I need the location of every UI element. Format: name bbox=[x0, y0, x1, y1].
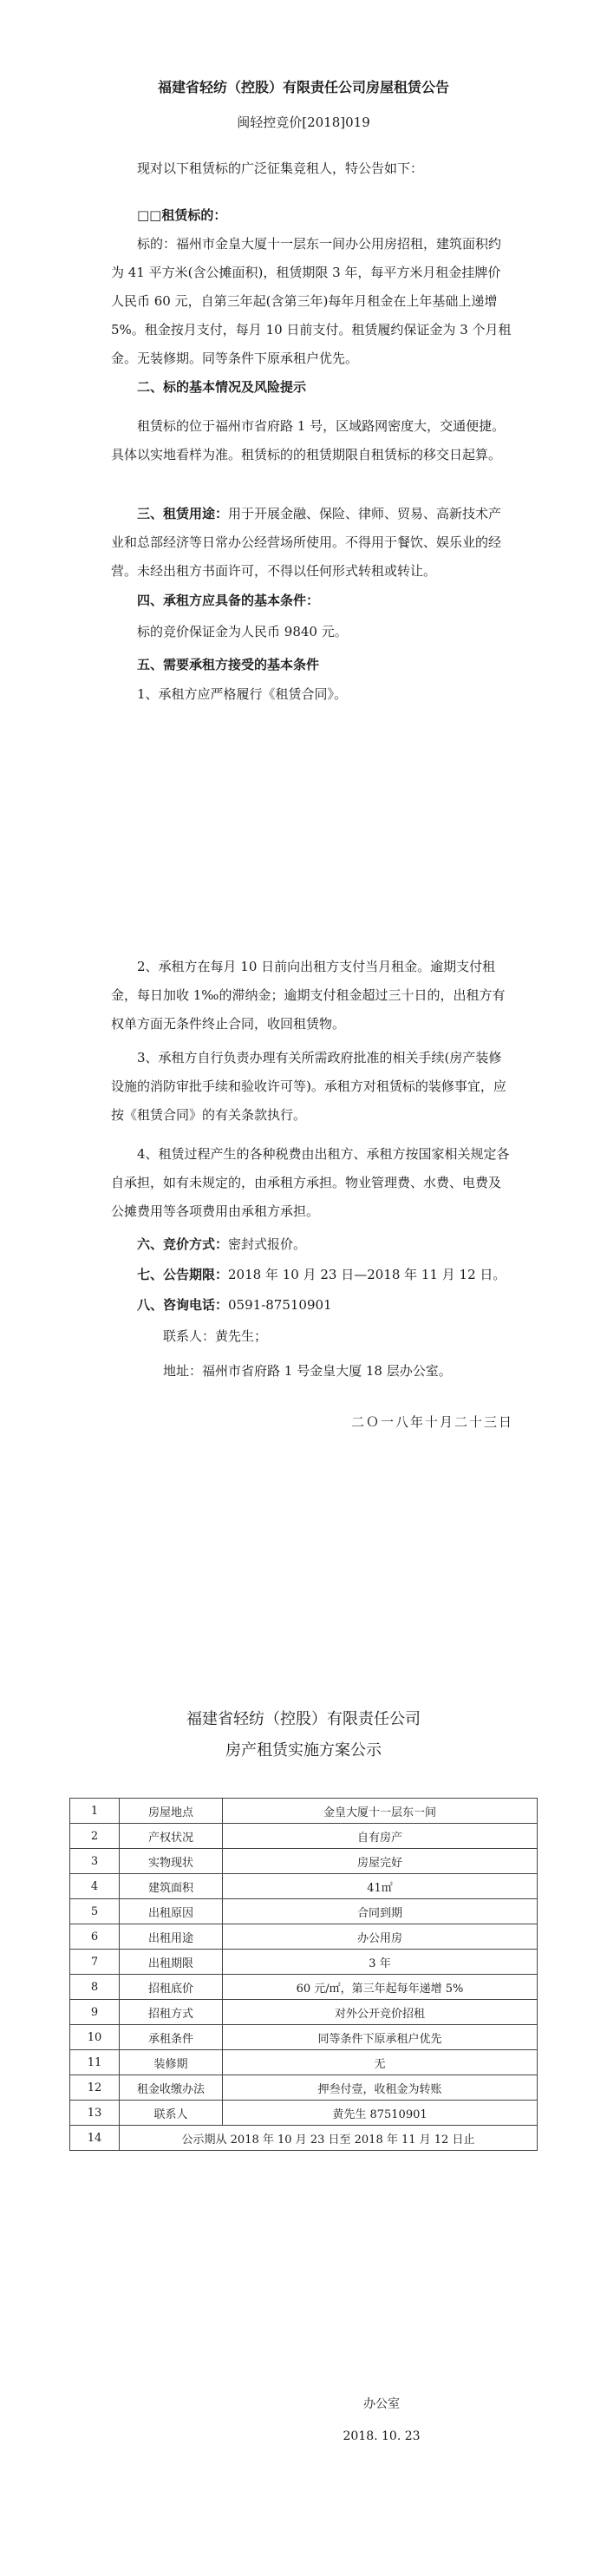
plan-table-body bbox=[70, 1799, 538, 2151]
row-value: 41㎡ bbox=[223, 1874, 538, 1899]
table-row bbox=[70, 1899, 538, 1924]
plan-title-line-1: 福建省轻纺（控股）有限责任公司 bbox=[186, 1710, 421, 1728]
section-1-body: 标的：福州市金皇大厦十一层东一间办公用房招租，建筑面积约为 41 平方米(含公摊面积)，租赁期限 3 年，每平方米月租金挂牌价人民币 60 元，自第三年起(含第三年)每年月租金在上年基础上递增 5%。租金按月支付，每月 10 日前支付。租赁履约保证金为 3 个月租金。无装修期。同等条件下原承租户优先。 bbox=[111, 236, 512, 366]
section-3-body: 用于开展金融、保险、律师、贸易、高新技术产业和总部经济等日常办公经营场所使用。不得用于餐饮、娱乐业的经营。未经出租方书面许可，不得以任何形式转租或转让。 bbox=[111, 506, 502, 579]
section-7 bbox=[111, 1261, 513, 1289]
row-item: 实物现状 bbox=[120, 1849, 223, 1874]
row-number: 7 bbox=[70, 1950, 120, 1975]
row-value: 合同到期 bbox=[223, 1899, 538, 1924]
contact-person: 联系人：黄先生； bbox=[163, 1328, 268, 1344]
row-number: 2 bbox=[70, 1824, 120, 1849]
row-number: 12 bbox=[70, 2075, 120, 2101]
publicity-period: 公示期从 2018 年 10 月 23 日至 2018 年 11 月 12 日止 bbox=[120, 2126, 538, 2151]
notice-title: 福建省轻纺（控股）有限责任公司房屋租赁公告 bbox=[157, 79, 449, 95]
table-row bbox=[70, 2101, 538, 2126]
row-item: 承租条件 bbox=[120, 2025, 223, 2050]
table-row bbox=[70, 1950, 538, 1975]
row-item: 租金收缴办法 bbox=[120, 2075, 223, 2101]
doc-number: 闽轻控竞价[2018]019 bbox=[237, 115, 370, 130]
row-number: 11 bbox=[70, 2050, 120, 2075]
table-row bbox=[70, 1799, 538, 1824]
row-item: 招租方式 bbox=[120, 2000, 223, 2025]
row-value: 自有房产 bbox=[223, 1824, 538, 1849]
table-row bbox=[70, 1824, 538, 1849]
section-6 bbox=[111, 1230, 513, 1259]
table-row bbox=[70, 2025, 538, 2050]
sign-date: 2018. 10. 23 bbox=[343, 2429, 421, 2443]
section-4-heading: 四、承租方应具备的基本条件： bbox=[137, 593, 320, 608]
row-item: 出租期限 bbox=[120, 1950, 223, 1975]
row-value: 60 元/㎡，第三年起每年递增 5% bbox=[223, 1975, 538, 2000]
section-1-heading: □□租赁标的： bbox=[137, 207, 227, 223]
section-5-item-2: 2、承租方在每月 10 日前向出租方支付当月租金。逾期支付租金，每日加收 1‰的滞纳金；逾期支付租金超过三十日的，出租方有权单方面无条件终止合同，收回租赁物。 bbox=[111, 959, 506, 1032]
row-number: 5 bbox=[70, 1899, 120, 1924]
section-2-body: 租赁标的位于福州市省府路 1 号，区域路网密度大，交通便捷。具体以实地看样为准。租赁标的的租赁期限自租赁标的移交日起算。 bbox=[111, 418, 506, 462]
row-item: 建筑面积 bbox=[120, 1874, 223, 1899]
row-item: 装修期 bbox=[120, 2050, 223, 2075]
table-row bbox=[70, 1849, 538, 1874]
section-6-value: 密封式报价。 bbox=[228, 1236, 307, 1252]
row-value: 同等条件下原承租户优先 bbox=[223, 2025, 538, 2050]
row-number: 10 bbox=[70, 2025, 120, 2050]
intro-text: 现对以下租赁标的广泛征集竞租人，特公告如下： bbox=[137, 161, 424, 176]
section-7-label: 七、公告期限： bbox=[137, 1267, 229, 1282]
row-number: 6 bbox=[70, 1924, 120, 1950]
table-row bbox=[70, 1874, 538, 1899]
section-6-label: 六、竞价方式： bbox=[137, 1236, 229, 1252]
section-8-label: 八、咨询电话： bbox=[137, 1297, 229, 1313]
section-5-item-4: 4、租赁过程产生的各种税费由出租方、承租方按国家相关规定各自承担，如有未规定的，由承租方承担。物业管理费、水费、电费及公摊费用等各项费用由承租方承担。 bbox=[111, 1146, 510, 1219]
table-row bbox=[70, 1924, 538, 1950]
section-7-value: 2018 年 10 月 23 日—2018 年 11 月 12 日。 bbox=[228, 1267, 506, 1282]
section-2-heading: 二、标的基本情况及风险提示 bbox=[137, 379, 307, 395]
row-value: 黄先生 87510901 bbox=[223, 2101, 538, 2126]
signer: 办公室 bbox=[363, 2397, 400, 2411]
row-number: 3 bbox=[70, 1849, 120, 1874]
table-row bbox=[70, 2126, 538, 2151]
table-row bbox=[70, 2050, 538, 2075]
table-row bbox=[70, 1975, 538, 2000]
row-number: 9 bbox=[70, 2000, 120, 2025]
row-value: 无 bbox=[223, 2050, 538, 2075]
plan-title-line-2: 房产租赁实施方案公示 bbox=[225, 1741, 382, 1760]
row-number: 13 bbox=[70, 2101, 120, 2126]
section-8 bbox=[111, 1291, 513, 1320]
row-item: 出租原因 bbox=[120, 1899, 223, 1924]
row-item: 联系人 bbox=[120, 2101, 223, 2126]
row-value: 办公用房 bbox=[223, 1924, 538, 1950]
row-item: 出租用途 bbox=[120, 1924, 223, 1950]
row-number: 8 bbox=[70, 1975, 120, 2000]
section-5-item-3: 3、承租方自行负责办理有关所需政府批准的相关手续(房产装修设施的消防审批手续和验收许可等)。承租方对租赁标的装修事宜，应按《租赁合同》的有关条款执行。 bbox=[111, 1050, 506, 1123]
row-value: 3 年 bbox=[223, 1950, 538, 1975]
address: 地址：福州市省府路 1 号金皇大厦 18 层办公室。 bbox=[163, 1363, 452, 1379]
section-5-item-1: 1、承租方应严格履行《租赁合同》。 bbox=[137, 686, 348, 702]
section-8-phone: 0591-87510901 bbox=[228, 1297, 332, 1313]
table-row bbox=[70, 2075, 538, 2101]
row-item: 产权状况 bbox=[120, 1824, 223, 1849]
section-3 bbox=[111, 500, 513, 586]
section-3-label: 三、租赁用途： bbox=[137, 506, 229, 521]
row-number: 1 bbox=[70, 1799, 120, 1824]
table-row bbox=[70, 2000, 538, 2025]
row-value: 房屋完好 bbox=[223, 1849, 538, 1874]
row-number: 14 bbox=[70, 2126, 120, 2151]
row-item: 房屋地点 bbox=[120, 1799, 223, 1824]
row-value: 金皇大厦十一层东一间 bbox=[223, 1799, 538, 1824]
row-value: 押叁付壹，收租金为转账 bbox=[223, 2075, 538, 2101]
row-value: 对外公开竞价招租 bbox=[223, 2000, 538, 2025]
notice-date: 二Ｏ一八年十月二十三日 bbox=[350, 1414, 513, 1430]
plan-table bbox=[69, 1798, 538, 2151]
row-item: 招租底价 bbox=[120, 1975, 223, 2000]
row-number: 4 bbox=[70, 1874, 120, 1899]
section-5-heading: 五、需要承租方接受的基本条件 bbox=[137, 657, 320, 672]
section-4-body: 标的竞价保证金为人民币 9840 元。 bbox=[137, 624, 348, 639]
